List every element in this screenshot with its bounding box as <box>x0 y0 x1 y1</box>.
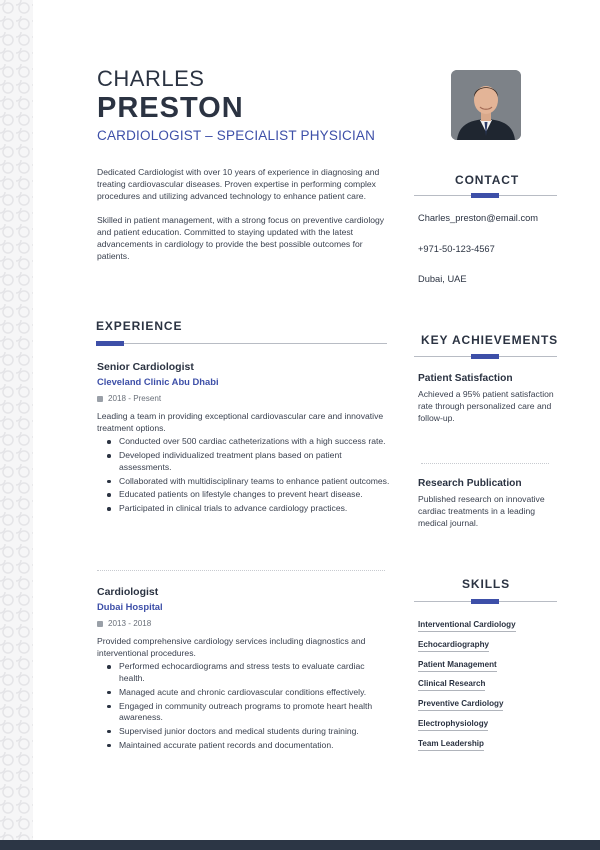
job-bullet: Performed echocardiograms and stress tests to evaluate cardiac health. <box>107 661 392 684</box>
skill-item: Interventional Cardiology <box>418 620 516 632</box>
job-bullet: Maintained accurate patient records and documentation. <box>107 740 392 752</box>
job-dates-text: 2018 - Present <box>108 394 162 403</box>
contact-email[interactable]: Charles_preston@email.com <box>418 213 539 223</box>
achievement-item <box>418 478 558 529</box>
achievement-title: Patient Satisfaction <box>418 373 513 384</box>
job-description: Leading a team in providing exceptional cardiovascular care and innovative treatment options. <box>97 411 384 434</box>
job-dates <box>97 619 392 628</box>
skill-item: Preventive Cardiology <box>418 699 503 711</box>
job-bullet: Educated patients on lifestyle changes to prevent heart disease. <box>107 489 392 501</box>
contact-rule <box>414 195 557 196</box>
skill-item: Clinical Research <box>418 679 485 691</box>
first-name: CHARLES <box>97 66 205 91</box>
job-bullets <box>97 436 392 514</box>
job-bullet: Developed individualized treatment plans based on patient assessments. <box>107 450 392 473</box>
summary-paragraph: Skilled in patient management, with a strong focus on preventive cardiology and patient education. Committed to staying updated with the latest advancements in cardiology to provide the best possible outcomes for patients. <box>97 214 385 262</box>
skills-rule <box>414 601 557 602</box>
job-bullet: Engaged in community outreach programs to promote heart health awareness. <box>107 701 392 724</box>
achievement-title: Research Publication <box>418 478 522 489</box>
calendar-icon <box>97 621 103 627</box>
job-dates-text: 2013 - 2018 <box>108 619 152 628</box>
job-description: Provided comprehensive cardiology services including diagnostics and interventional procedures. <box>97 636 366 659</box>
profile-photo-portrait <box>451 70 521 140</box>
contact-phone[interactable]: +971-50-123-4567 <box>418 244 495 254</box>
rule-accent <box>471 193 499 198</box>
job-role: Senior Cardiologist <box>97 361 194 373</box>
job-entry <box>97 586 392 754</box>
job-role: Cardiologist <box>97 586 159 598</box>
skill-item: Team Leadership <box>418 739 484 751</box>
achievements-heading: KEY ACHIEVEMENTS <box>421 333 559 347</box>
summary-paragraph: Dedicated Cardiologist with over 10 years of experience in diagnosing and treating cardiovascular diseases. Proven expertise in performing complex procedures and utilizing advanced technology to enhance patient care. <box>97 167 380 202</box>
rule-accent <box>471 599 499 604</box>
job-organization: Cleveland Clinic Abu Dhabi <box>97 376 219 387</box>
profile-summary <box>97 166 391 273</box>
skill-item: Electrophysiology <box>418 719 488 731</box>
job-bullet: Supervised junior doctors and medical students during training. <box>107 726 392 738</box>
achievements-rule <box>414 356 557 357</box>
job-bullet: Conducted over 500 cardiac catheterizations with a high success rate. <box>107 436 392 448</box>
job-bullet: Managed acute and chronic cardiovascular conditions effectively. <box>107 687 392 699</box>
skill-item: Patient Management <box>418 660 497 672</box>
job-bullets <box>97 661 392 751</box>
rule-accent <box>471 354 499 359</box>
job-organization: Dubai Hospital <box>97 601 163 612</box>
achievement-separator <box>421 463 549 464</box>
job-title: CARDIOLOGIST – SPECIALIST PHYSICIAN <box>97 128 376 143</box>
rule-accent <box>96 341 124 346</box>
profile-photo <box>451 70 521 140</box>
job-entry <box>97 361 392 517</box>
experience-rule <box>96 343 387 344</box>
decorative-pattern-strip <box>0 0 33 850</box>
calendar-icon <box>97 396 103 402</box>
contact-location: Dubai, UAE <box>418 274 467 284</box>
achievement-item <box>418 373 558 424</box>
skills-heading: SKILLS <box>462 577 511 591</box>
job-dates <box>97 394 392 403</box>
job-bullet: Participated in clinical trials to advance cardiology practices. <box>107 503 392 515</box>
experience-heading: EXPERIENCE <box>96 319 183 333</box>
achievement-description: Published research on innovative cardiac treatments in a leading medical journal. <box>418 494 545 528</box>
job-separator <box>97 570 385 571</box>
achievement-description: Achieved a 95% patient satisfaction rate through personalized care and follow-up. <box>418 389 554 423</box>
job-bullet: Collaborated with multidisciplinary teams to enhance patient outcomes. <box>107 476 392 488</box>
contact-heading: CONTACT <box>455 173 520 187</box>
footer-bar <box>0 840 600 850</box>
skill-item: Echocardiography <box>418 640 489 652</box>
last-name: PRESTON <box>97 92 244 124</box>
